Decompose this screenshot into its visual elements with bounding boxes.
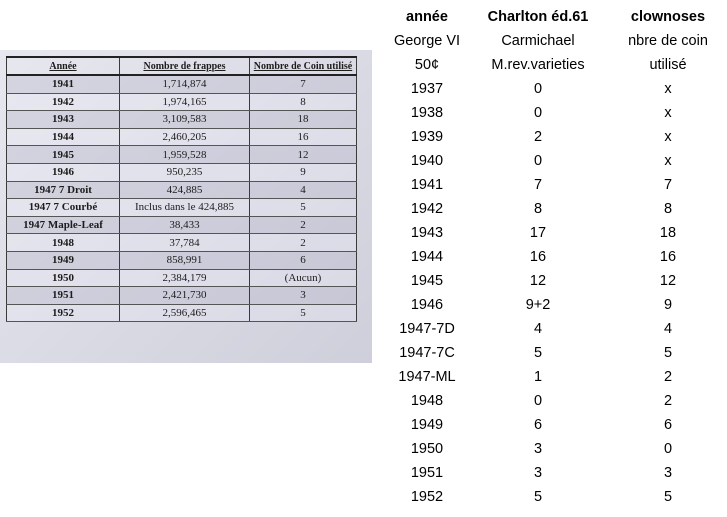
table-row [392, 437, 722, 461]
table-row [7, 93, 357, 111]
table-cell: 1944 [410, 249, 444, 265]
table-cell: x [664, 81, 672, 97]
table-cell: 1947 7 Droit [7, 181, 120, 199]
table-cell: 17 [529, 225, 547, 241]
table-cell: 1,959,528 [120, 146, 250, 164]
table-row [7, 128, 357, 146]
table-cell: 1939 [410, 129, 444, 145]
table-cell: 6 [533, 417, 543, 433]
table-cell: 5 [663, 345, 673, 361]
table-cell: 1945 [410, 273, 444, 289]
table-cell: 6 [250, 251, 357, 269]
table-cell: 38,433 [120, 216, 250, 234]
table-row [392, 413, 722, 437]
table-row [392, 125, 722, 149]
table-cell: 8 [250, 93, 357, 111]
table-cell: 2 [533, 129, 543, 145]
table-cell: 1948 [410, 393, 444, 409]
table-cell: 1952 [7, 304, 120, 322]
table-row [7, 199, 357, 217]
table-row [7, 146, 357, 164]
table-cell: x [664, 129, 672, 145]
table-cell: 950,235 [120, 163, 250, 181]
table-cell: 1947-7C [399, 345, 455, 361]
mintage-table-header [7, 57, 357, 75]
table-cell: 3 [533, 441, 543, 457]
header-nombre-coin: Nombre de Coin utilisé [250, 57, 357, 75]
header-year: année [406, 9, 448, 25]
table-row [392, 245, 722, 269]
table-cell: 9 [663, 297, 673, 313]
mintage-table-body [7, 75, 357, 322]
table-cell: 5 [533, 489, 543, 505]
table-cell: 5 [250, 199, 357, 217]
table-cell: 0 [533, 81, 543, 97]
table-cell: 7 [250, 75, 357, 93]
table-row [392, 389, 722, 413]
subheader-carmichael: Carmichael [501, 33, 575, 49]
table-cell: 3 [250, 287, 357, 305]
table-cell: 1942 [7, 93, 120, 111]
table-cell: 7 [663, 177, 673, 193]
table-cell: 12 [659, 273, 677, 289]
photo-sheet [6, 56, 360, 357]
table-cell: 1946 [7, 163, 120, 181]
comparison-table [392, 5, 722, 509]
table-cell: 424,885 [120, 181, 250, 199]
table-cell: 1945 [7, 146, 120, 164]
subheader-utilise: utilisé [649, 57, 687, 73]
table-cell: 1,714,874 [120, 75, 250, 93]
table-cell: 2,460,205 [120, 128, 250, 146]
table-cell: 1942 [410, 201, 444, 217]
table-cell: 2 [250, 216, 357, 234]
table-row [7, 181, 357, 199]
table-cell: 12 [529, 273, 547, 289]
table-cell: 16 [250, 128, 357, 146]
table-row [7, 111, 357, 129]
table-cell: 8 [663, 201, 673, 217]
comparison-body [392, 77, 722, 509]
photo-of-mintage-table [0, 50, 372, 363]
table-cell: 37,784 [120, 234, 250, 252]
table-row [392, 269, 722, 293]
table-cell: 1946 [410, 297, 444, 313]
table-cell: 4 [533, 321, 543, 337]
table-cell: 2,384,179 [120, 269, 250, 287]
table-cell: 1948 [7, 234, 120, 252]
subheader-varieties: M.rev.varieties [491, 57, 585, 73]
table-row [392, 149, 722, 173]
subheader-nbre-coin: nbre de coin [628, 33, 708, 49]
mintage-table [6, 56, 357, 322]
table-cell: 1949 [410, 417, 444, 433]
table-cell: 12 [250, 146, 357, 164]
header-nombre-frappes: Nombre de frappes [120, 57, 250, 75]
table-cell: 2 [250, 234, 357, 252]
table-row [7, 234, 357, 252]
table-cell: 9 [250, 163, 357, 181]
table-cell: 1 [533, 369, 543, 385]
table-cell: 1938 [410, 105, 444, 121]
subheader-denomination: 50¢ [414, 57, 440, 73]
table-row [7, 304, 357, 322]
table-cell: (Aucun) [250, 269, 357, 287]
table-cell: 3 [533, 465, 543, 481]
table-row [7, 163, 357, 181]
table-cell: 5 [250, 304, 357, 322]
header-clownoses: clownoses [630, 9, 706, 25]
table-cell: 2 [663, 393, 673, 409]
table-row [392, 197, 722, 221]
table-cell: 5 [533, 345, 543, 361]
table-cell: 1952 [410, 489, 444, 505]
table-cell: 1949 [7, 251, 120, 269]
table-row [392, 293, 722, 317]
header-charlton: Charlton éd.61 [487, 9, 589, 25]
table-row [392, 365, 722, 389]
table-row [7, 75, 357, 93]
table-cell: 2,596,465 [120, 304, 250, 322]
table-cell: 2,421,730 [120, 287, 250, 305]
table-cell: 0 [663, 441, 673, 457]
table-cell: 858,991 [120, 251, 250, 269]
table-cell: Inclus dans le 424,885 [120, 199, 250, 217]
table-row [7, 251, 357, 269]
table-row [392, 485, 722, 509]
table-cell: 5 [663, 489, 673, 505]
table-row [392, 317, 722, 341]
table-cell: 18 [250, 111, 357, 129]
table-row [7, 269, 357, 287]
table-cell: 1941 [410, 177, 444, 193]
comparison-subheader-1 [392, 29, 722, 53]
header-annee: Année [7, 57, 120, 75]
table-cell: 9+2 [525, 297, 551, 313]
table-cell: 0 [533, 105, 543, 121]
table-cell: 4 [663, 321, 673, 337]
table-cell: 2 [663, 369, 673, 385]
table-cell: 16 [529, 249, 547, 265]
table-cell: 4 [250, 181, 357, 199]
table-cell: 1944 [7, 128, 120, 146]
table-cell: 1943 [410, 225, 444, 241]
table-row [7, 287, 357, 305]
table-cell: 3 [663, 465, 673, 481]
subheader-george: George VI [393, 33, 461, 49]
table-row [392, 77, 722, 101]
table-row [392, 221, 722, 245]
table-row [392, 173, 722, 197]
table-cell: 1947-ML [398, 369, 456, 385]
table-cell: 16 [659, 249, 677, 265]
table-cell: 3,109,583 [120, 111, 250, 129]
table-cell: 1943 [7, 111, 120, 129]
table-cell: 18 [659, 225, 677, 241]
table-row [392, 101, 722, 125]
table-cell: 6 [663, 417, 673, 433]
comparison-subheader-2 [392, 53, 722, 77]
table-cell: 0 [533, 153, 543, 169]
table-cell: 1947 7 Courbé [7, 199, 120, 217]
table-cell: 1951 [410, 465, 444, 481]
table-cell: 1950 [410, 441, 444, 457]
table-cell: 0 [533, 393, 543, 409]
table-cell: 1940 [410, 153, 444, 169]
table-cell: x [664, 105, 672, 121]
table-row [7, 216, 357, 234]
table-cell: 1937 [410, 81, 444, 97]
table-cell: 1947 Maple-Leaf [7, 216, 120, 234]
table-cell: 7 [533, 177, 543, 193]
table-row [392, 461, 722, 485]
table-cell: 1950 [7, 269, 120, 287]
comparison-header [392, 5, 722, 29]
table-cell: x [664, 153, 672, 169]
table-cell: 8 [533, 201, 543, 217]
table-cell: 1,974,165 [120, 93, 250, 111]
table-cell: 1947-7D [399, 321, 455, 337]
table-cell: 1941 [7, 75, 120, 93]
table-cell: 1951 [7, 287, 120, 305]
table-row [392, 341, 722, 365]
